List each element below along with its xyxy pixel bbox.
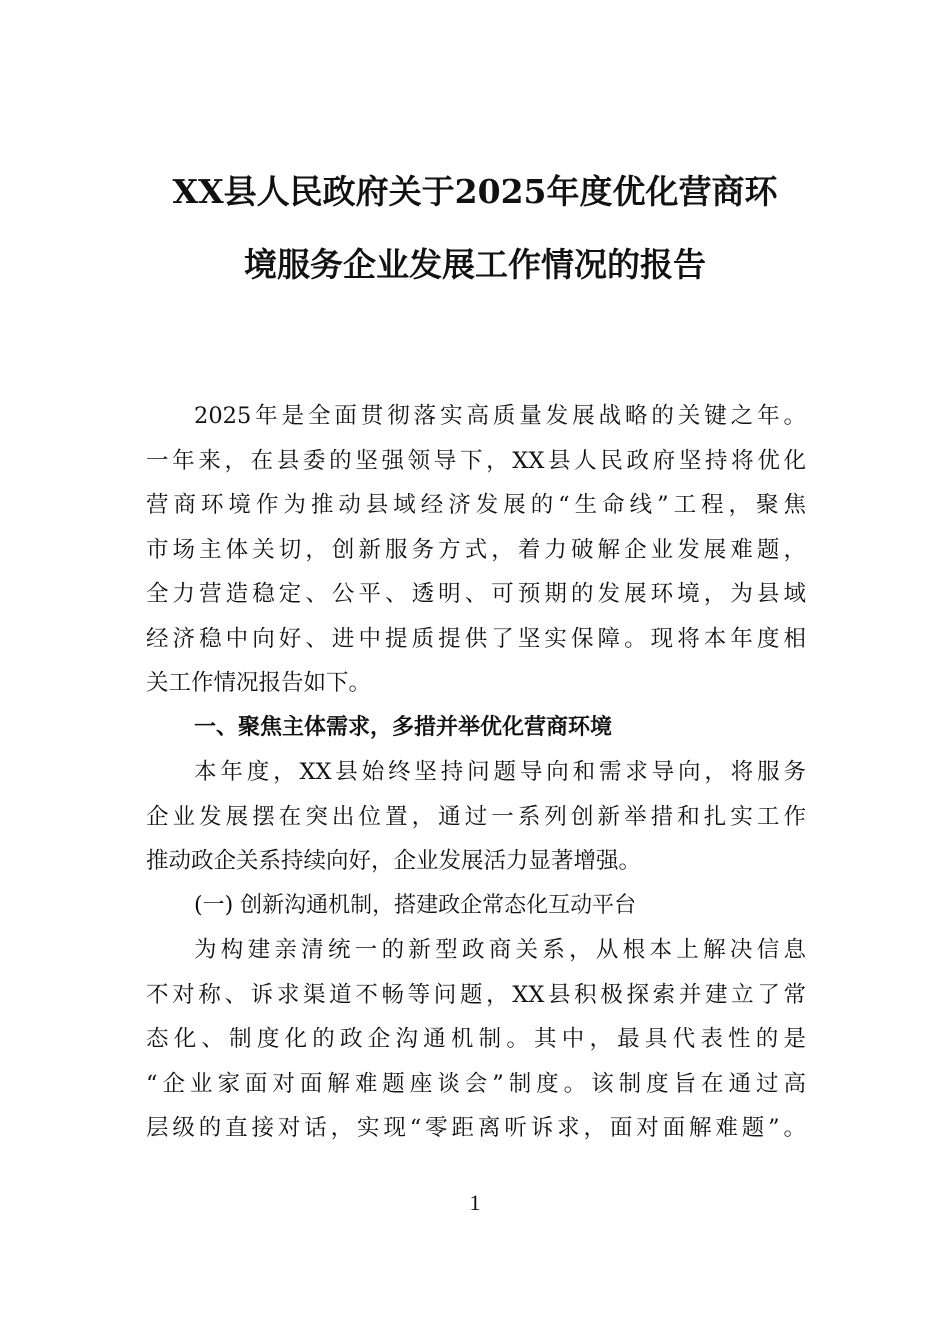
intro-line: 关工作情况报告如下。 [146,670,372,696]
intro-line: 2025年是全面贯彻落实高质量发展战略的关键之年。 [194,403,806,429]
intro-line: 营商环境作为推动县域经济发展的“生命线”工程，聚焦 [146,492,806,518]
section-1-heading: 一、聚焦主体需求，多措并举优化营商环境 [194,714,613,740]
section-1-line: 推动政企关系持续向好，企业发展活力显著增强。 [146,848,642,874]
document-body [146,396,806,1153]
intro-line: 全力营造稳定、公平、透明、可预期的发展环境，为县域 [146,581,806,607]
document-title-line-1: XX县人民政府关于2025年度优化营商环 [172,172,778,211]
subsection-1-line: “企业家面对面解难题座谈会”制度。该制度旨在通过高 [146,1070,806,1097]
subsection-1-line: 为构建亲清统一的新型政商关系，从根本上解决信息 [194,937,806,963]
intro-line: 市场主体关切，创新服务方式，着力破解企业发展难题， [146,536,806,563]
document-title-line-2: 境服务企业发展工作情况的报告 [244,245,706,284]
page-number: 1 [469,1190,481,1215]
section-1-line: 企业发展摆在突出位置，通过一系列创新举措和扎实工作 [146,803,806,830]
intro-line: 一年来，在县委的坚强领导下，XX县人民政府坚持将优化 [146,447,806,474]
section-1-line: 本年度，XX县始终坚持问题导向和需求导向，将服务 [194,759,806,785]
subsection-1-line: 态化、制度化的政企沟通机制。其中，最具代表性的是 [146,1026,806,1052]
intro-line: 经济稳中向好、进中提质提供了坚实保障。现将本年度相 [146,625,806,652]
subsection-1-heading: (一) 创新沟通机制，搭建政企常态化互动平台 [194,892,637,918]
subsection-1-line: 层级的直接对话，实现“零距离听诉求，面对面解难题”。 [146,1115,806,1141]
subsection-1-line: 不对称、诉求渠道不畅等问题，XX县积极探索并建立了常 [146,981,806,1008]
